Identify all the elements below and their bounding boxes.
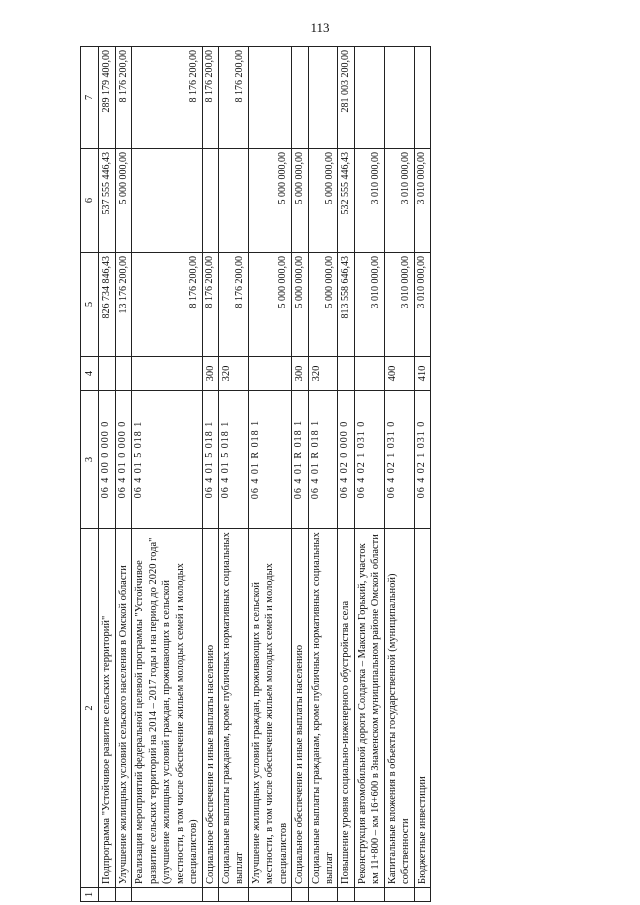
row-code: 06 4 01 5 018 1	[132, 391, 202, 529]
table-row	[248, 47, 291, 902]
table-row	[218, 47, 248, 902]
row-expense-type: 300	[292, 357, 308, 391]
row-amount-col6: 537 555 446,43	[99, 149, 115, 253]
row-amount-col7	[308, 47, 338, 149]
row-amount-col5: 826 734 846,43	[99, 253, 115, 357]
row-amount-col6	[218, 149, 248, 253]
row-code: 06 4 01 R 018 1	[292, 391, 308, 529]
row-amount-col5: 5 000 000,00	[248, 253, 291, 357]
row-expense-type	[132, 357, 202, 391]
row-amount-col7	[248, 47, 291, 149]
row-empty-cell	[99, 888, 115, 902]
row-code: 06 4 01 5 018 1	[202, 391, 218, 529]
row-amount-col7: 8 176 200,00	[202, 47, 218, 149]
row-empty-cell	[248, 888, 291, 902]
row-amount-col6: 532 555 446,43	[338, 149, 354, 253]
row-name: Повышение уровня социально-инженерного обустройства села	[338, 529, 354, 888]
row-amount-col5: 3 010 000,00	[354, 253, 384, 357]
row-code: 06 4 01 R 018 1	[248, 391, 291, 529]
row-code: 06 4 01 R 018 1	[308, 391, 338, 529]
row-name: Социальное обеспечение и иные выплаты населению	[202, 529, 218, 888]
row-amount-col5: 8 176 200,00	[218, 253, 248, 357]
page-number: 113	[310, 20, 330, 35]
row-empty-cell	[132, 888, 202, 902]
row-empty-cell	[202, 888, 218, 902]
row-amount-col7: 8 176 200,00	[115, 47, 131, 149]
row-amount-col7: 289 179 400,00	[99, 47, 115, 149]
row-code: 06 4 02 0 000 0	[338, 391, 354, 529]
table-row	[354, 47, 384, 902]
row-amount-col6: 3 010 000,00	[354, 149, 384, 253]
row-name: Улучшение жилищных условий сельского населения в Омской области	[115, 529, 131, 888]
table-row	[338, 47, 354, 902]
row-empty-cell	[218, 888, 248, 902]
table-row	[132, 47, 202, 902]
table-row	[202, 47, 218, 902]
row-expense-type: 300	[202, 357, 218, 391]
row-empty-cell	[414, 888, 430, 902]
row-empty-cell	[384, 888, 414, 902]
row-expense-type	[248, 357, 291, 391]
table-row	[308, 47, 338, 902]
row-amount-col7	[414, 47, 430, 149]
header-col-6: 6	[81, 149, 99, 253]
row-expense-type	[338, 357, 354, 391]
row-amount-col6	[132, 149, 202, 253]
row-amount-col7: 8 176 200,00	[132, 47, 202, 149]
row-code: 06 4 00 0 000 0	[99, 391, 115, 529]
row-amount-col5: 3 010 000,00	[414, 253, 430, 357]
header-col-7: 7	[81, 47, 99, 149]
row-amount-col5: 3 010 000,00	[384, 253, 414, 357]
row-amount-col6: 5 000 000,00	[115, 149, 131, 253]
row-code: 06 4 02 1 031 0	[414, 391, 430, 529]
row-expense-type: 320	[218, 357, 248, 391]
header-col-3: 3	[81, 391, 99, 529]
table-row	[99, 47, 115, 902]
row-amount-col7	[354, 47, 384, 149]
row-amount-col7: 8 176 200,00	[218, 47, 248, 149]
row-name: Социальные выплаты гражданам, кроме публичных нормативных социальных выплат	[308, 529, 338, 888]
row-amount-col5: 5 000 000,00	[308, 253, 338, 357]
row-empty-cell	[115, 888, 131, 902]
row-amount-col7	[292, 47, 308, 149]
row-name: Реконструкция автомобильной дороги Солдатка – Максим Горький, участок км 11+800 – км 16+600 в Знаменском муниципальном районе Омской области	[354, 529, 384, 888]
header-col-1: 1	[81, 888, 99, 902]
row-empty-cell	[308, 888, 338, 902]
row-amount-col7: 281 003 200,00	[338, 47, 354, 149]
row-name: Улучшение жилищных условий граждан, проживающих в сельской местности, в том числе обеспечение жильем молодых семей и молодых специалистов	[248, 529, 291, 888]
row-expense-type	[354, 357, 384, 391]
row-empty-cell	[338, 888, 354, 902]
row-empty-cell	[354, 888, 384, 902]
table-row	[414, 47, 430, 902]
row-amount-col6: 5 000 000,00	[308, 149, 338, 253]
header-col-5: 5	[81, 253, 99, 357]
header-col-2: 2	[81, 529, 99, 888]
row-amount-col6: 5 000 000,00	[292, 149, 308, 253]
row-expense-type	[115, 357, 131, 391]
row-amount-col6: 3 010 000,00	[414, 149, 430, 253]
row-code: 06 4 02 1 031 0	[354, 391, 384, 529]
row-expense-type: 400	[384, 357, 414, 391]
row-code: 06 4 01 0 000 0	[115, 391, 131, 529]
header-col-4: 4	[81, 357, 99, 391]
row-amount-col6: 3 010 000,00	[384, 149, 414, 253]
row-amount-col5: 813 558 646,43	[338, 253, 354, 357]
row-name: Капитальные вложения в объекты государственной (муниципальной) собственности	[384, 529, 414, 888]
row-amount-col5: 8 176 200,00	[132, 253, 202, 357]
budget-table	[80, 46, 431, 902]
row-amount-col5: 5 000 000,00	[292, 253, 308, 357]
row-name: Бюджетные инвестиции	[414, 529, 430, 888]
row-name: Социальные выплаты гражданам, кроме публичных нормативных социальных выплат	[218, 529, 248, 888]
row-amount-col6: 5 000 000,00	[248, 149, 291, 253]
row-amount-col5: 8 176 200,00	[202, 253, 218, 357]
table-row	[292, 47, 308, 902]
row-amount-col6	[202, 149, 218, 253]
row-code: 06 4 01 5 018 1	[218, 391, 248, 529]
row-amount-col5: 13 176 200,00	[115, 253, 131, 357]
rotated-table-container	[80, 47, 549, 902]
row-name: Социальное обеспечение и иные выплаты населению	[292, 529, 308, 888]
row-expense-type: 410	[414, 357, 430, 391]
row-code: 06 4 02 1 031 0	[384, 391, 414, 529]
table-row	[115, 47, 131, 902]
table-row	[384, 47, 414, 902]
row-expense-type: 320	[308, 357, 338, 391]
row-empty-cell	[292, 888, 308, 902]
row-name: Подпрограмма "Устойчивое развитие сельских территорий"	[99, 529, 115, 888]
row-name: Реализация мероприятий федеральной целевой программы "Устойчивое развитие сельских территорий на 2014 – 2017 годы и на период до 2020 года" (улучшение жилищных условий граждан, проживающих в сельской местности, в том числе обеспечение жильем молодых семей и молодых специалистов)	[132, 529, 202, 888]
row-amount-col7	[384, 47, 414, 149]
header-row	[81, 47, 99, 902]
row-expense-type	[99, 357, 115, 391]
